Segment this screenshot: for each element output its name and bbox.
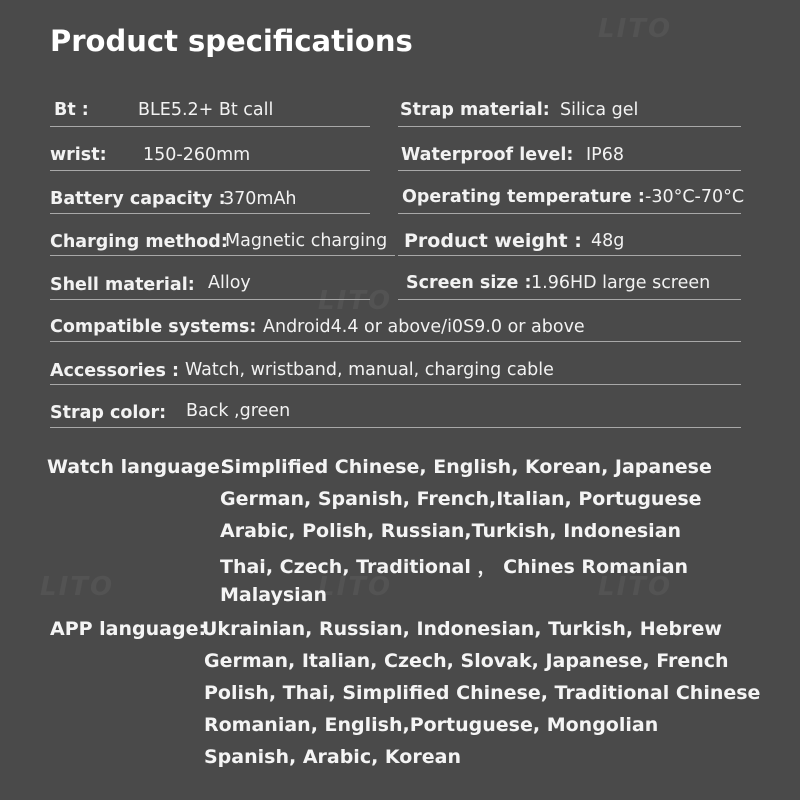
page-title: Product specifications bbox=[50, 24, 413, 58]
temperature-label: Operating temperature : bbox=[402, 187, 645, 207]
shell-label: Shell material: bbox=[50, 275, 195, 295]
watch-language-label: Watch language: bbox=[47, 456, 228, 478]
compatible-value: Android4.4 or above/i0S9.0 or above bbox=[263, 317, 585, 337]
bt-value: BLE5.2+ Bt call bbox=[138, 100, 274, 120]
screen-value: 1.96HD large screen bbox=[531, 273, 711, 293]
watermark-logo: LITO bbox=[598, 572, 673, 602]
battery-label: Battery capacity : bbox=[50, 189, 226, 209]
accessories-value: Watch, wristband, manual, charging cable bbox=[185, 360, 554, 380]
watch-language-line: Malaysian bbox=[220, 584, 328, 606]
strap-material-label: Strap material: bbox=[400, 100, 550, 120]
watch-language-line: Arabic, Polish, Russian,Turkish, Indonesian bbox=[220, 520, 682, 542]
charging-value: Magnetic charging bbox=[225, 231, 388, 251]
charging-label: Charging method: bbox=[50, 232, 228, 252]
waterproof-value: IP68 bbox=[586, 145, 624, 165]
app-language-label: APP language: bbox=[50, 618, 207, 640]
strap-color-value: Back ,green bbox=[186, 401, 291, 421]
strap-color-label: Strap color: bbox=[50, 403, 167, 423]
compatible-label: Compatible systems: bbox=[50, 317, 257, 337]
weight-label: Product weight : bbox=[404, 230, 582, 252]
bt-label: Bt : bbox=[54, 100, 89, 120]
accessories-label: Accessories : bbox=[50, 361, 180, 381]
temperature-value: -30°C-70°C bbox=[645, 187, 745, 207]
strap-material-value: Silica gel bbox=[560, 100, 639, 120]
wrist-label: wrist: bbox=[50, 145, 107, 165]
screen-label: Screen size : bbox=[406, 273, 532, 293]
watermark-logo: LITO bbox=[598, 14, 673, 44]
watermark-logo: LITO bbox=[318, 572, 393, 602]
waterproof-label: Waterproof level: bbox=[401, 145, 574, 165]
app-language-line: Romanian, English,Portuguese, Mongolian bbox=[204, 714, 659, 736]
app-language-line: Ukrainian, Russian, Indonesian, Turkish, Hebrew bbox=[202, 618, 722, 640]
watermark-logo: LITO bbox=[318, 286, 393, 316]
app-language-line: Polish, Thai, Simplified Chinese, Traditional Chinese bbox=[204, 682, 761, 704]
watermark-logo: LITO bbox=[40, 572, 115, 602]
watch-language-line: Thai, Czech, Traditional ， Chines Romanian bbox=[220, 556, 689, 578]
app-language-line: German, Italian, Czech, Slovak, Japanese, French bbox=[204, 650, 729, 672]
battery-value: 370mAh bbox=[223, 189, 297, 209]
wrist-value: 150-260mm bbox=[143, 145, 251, 165]
watch-language-line: German, Spanish, French,Italian, Portuguese bbox=[220, 488, 702, 510]
watch-language-line: Simplified Chinese, English, Korean, Japanese bbox=[221, 456, 712, 478]
shell-value: Alloy bbox=[208, 273, 251, 293]
app-language-line: Spanish, Arabic, Korean bbox=[204, 746, 461, 768]
weight-value: 48g bbox=[591, 231, 625, 251]
